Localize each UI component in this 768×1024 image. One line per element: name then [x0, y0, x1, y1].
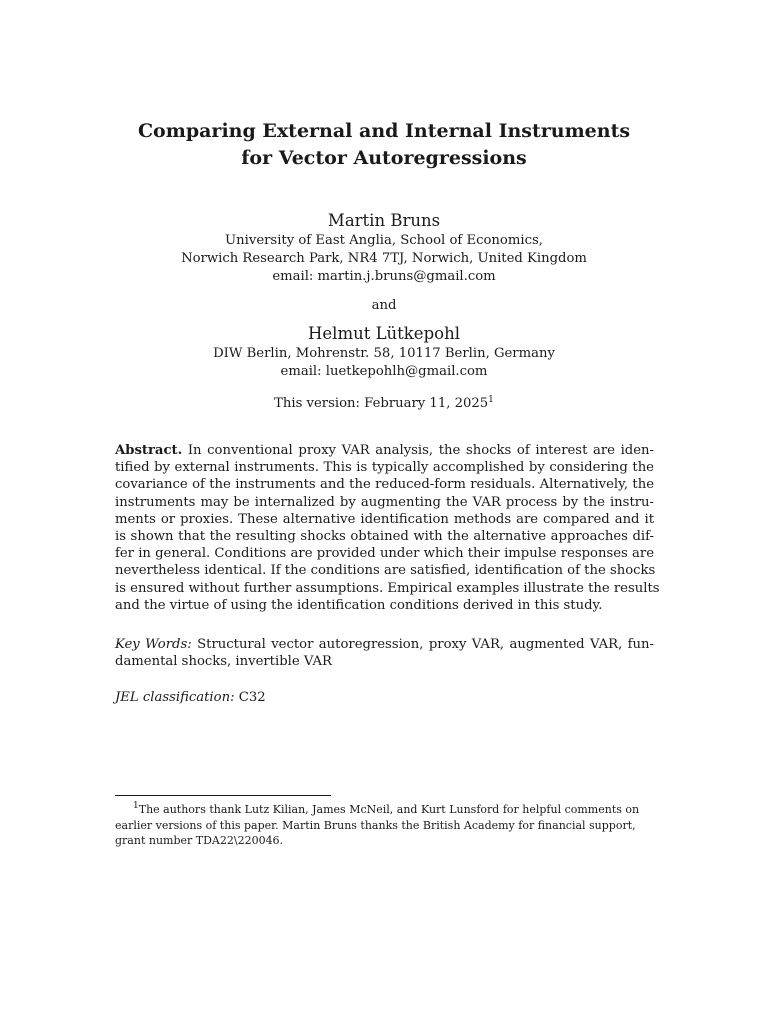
- jel-value: C32: [238, 690, 266, 705]
- abstract-line: Abstract. In conventional proxy VAR analysis, the shocks of interest are iden-: [115, 443, 654, 458]
- abstract: [115, 442, 660, 614]
- author-1-affiliation-line-2: Norwich Research Park, NR4 7TJ, Norwich, United Kingdom: [181, 251, 587, 266]
- keywords-line-2: damental shocks, invertible VAR: [115, 654, 332, 670]
- abstract-line: instruments may be internalized by augmenting the VAR process by the instru-: [115, 494, 654, 510]
- footnote-line-2: earlier versions of this paper. Martin Bruns thanks the British Academy for financial support,: [115, 818, 636, 832]
- footnote-line-3: grant number TDA22\220046.: [115, 834, 284, 847]
- version-date: [0, 391, 768, 413]
- paper-title: [0, 118, 768, 172]
- abstract-line: is shown that the resulting shocks obtained with the alternative approaches dif-: [115, 529, 654, 545]
- version-footnote-mark: 1: [488, 395, 494, 405]
- abstract-line: covariance of the instruments and the reduced-form residuals. Alternatively, the: [115, 477, 654, 493]
- footnote-mark: 1: [133, 801, 139, 811]
- footnote-rule: [115, 795, 331, 796]
- abstract-line: nevertheless identical. If the conditions are satisfied, identification of the shocks: [115, 563, 656, 579]
- keywords: [115, 636, 654, 670]
- author-separator: and: [371, 298, 397, 313]
- abstract-label: Abstract.: [115, 443, 183, 458]
- abstract-line: and the virtue of using the identification conditions derived in this study.: [115, 597, 603, 613]
- author-2-name: Helmut Lütkepohl: [308, 324, 460, 343]
- keywords-label: Key Words:: [115, 637, 192, 652]
- abstract-line: tified by external instruments. This is typically accomplished by considering the: [115, 460, 654, 476]
- author-1-email: email: martin.j.bruns@gmail.com: [272, 269, 496, 284]
- jel-label: JEL classification:: [115, 690, 235, 705]
- footnote: [115, 799, 654, 849]
- version-text: This version: February 11, 2025: [274, 396, 489, 411]
- jel-classification: [115, 689, 654, 706]
- jel-line: [115, 689, 654, 706]
- author-1-name: Martin Bruns: [327, 211, 441, 230]
- keywords-line-1: Key Words: Structural vector autoregression, proxy VAR, augmented VAR, fun-: [115, 637, 654, 652]
- abstract-line: ments or proxies. These alternative identification methods are compared and it: [115, 511, 654, 527]
- author-2-affiliation: DIW Berlin, Mohrenstr. 58, 10117 Berlin, Germany: [213, 346, 555, 361]
- author-2-email: email: luetkepohlh@gmail.com: [280, 364, 488, 379]
- title-line-1: Comparing External and Internal Instruments: [137, 120, 631, 142]
- title-line-2: for Vector Autoregressions: [241, 147, 527, 169]
- abstract-line: fer in general. Conditions are provided under which their impulse responses are: [115, 546, 654, 562]
- abstract-line: is ensured without further assumptions. Empirical examples illustrate the results: [115, 580, 660, 596]
- author-1-affiliation-line-1: University of East Anglia, School of Economics,: [225, 233, 543, 248]
- footnote-line-1: $^1$The authors thank Lutz Kilian, James McNeil, and Kurt Lunsford for helpful comments on: [133, 801, 640, 816]
